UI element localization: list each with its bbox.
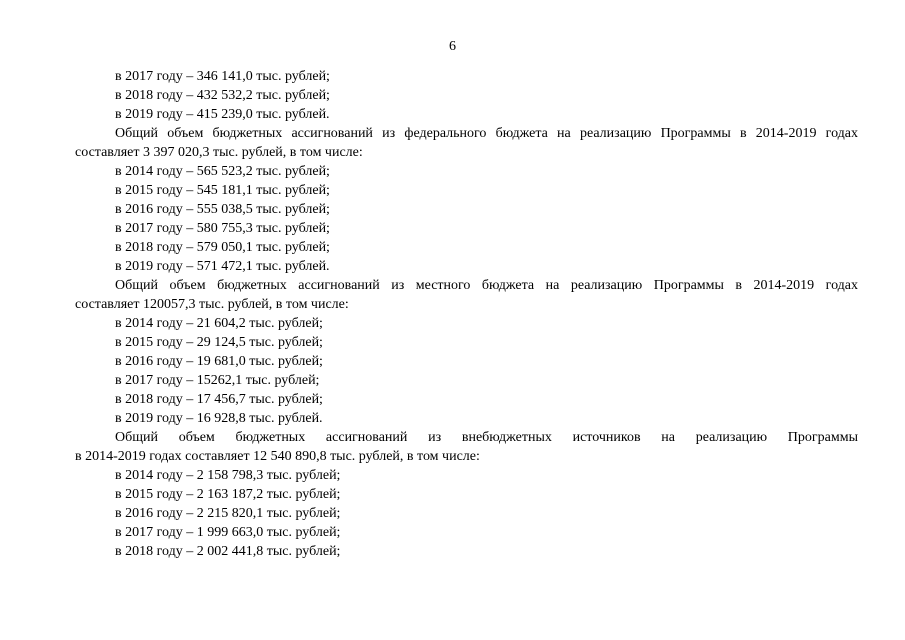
funding-list-previous — [75, 67, 858, 124]
federal-budget-paragraph — [75, 124, 858, 162]
list-item: в 2019 году – 415 239,0 тыс. рублей. — [115, 107, 330, 122]
paragraph-line: Общий объем бюджетных ассигнований из местного бюджета на реализацию Программы в 2014-2019 годах — [115, 278, 858, 293]
list-item: в 2019 году – 16 928,8 тыс. рублей. — [115, 411, 323, 426]
list-item: в 2017 году – 1 999 663,0 тыс. рублей; — [115, 525, 341, 540]
extrabudgetary-paragraph — [75, 428, 858, 466]
list-item: в 2016 году – 555 038,5 тыс. рублей; — [115, 202, 330, 217]
extrabudgetary-list — [75, 466, 858, 561]
paragraph-line: составляет 3 397 020,3 тыс. рублей, в том числе: — [75, 145, 363, 160]
list-item: в 2016 году – 19 681,0 тыс. рублей; — [115, 354, 323, 369]
list-item: в 2018 году – 432 532,2 тыс. рублей; — [115, 88, 330, 103]
paragraph-line: в 2014-2019 годах составляет 12 540 890,8 тыс. рублей, в том числе: — [75, 449, 480, 464]
list-item: в 2019 году – 571 472,1 тыс. рублей. — [115, 259, 330, 274]
list-item: в 2015 году – 29 124,5 тыс. рублей; — [115, 335, 323, 350]
paragraph-line: Общий объем бюджетных ассигнований из внебюджетных источников на реализацию Программы — [115, 430, 858, 445]
list-item: в 2017 году – 15262,1 тыс. рублей; — [115, 373, 320, 388]
list-item: в 2018 году – 2 002 441,8 тыс. рублей; — [115, 544, 341, 559]
list-item: в 2017 году – 346 141,0 тыс. рублей; — [115, 69, 330, 84]
paragraph-line: составляет 120057,3 тыс. рублей, в том числе: — [75, 297, 349, 312]
list-item: в 2014 году – 21 604,2 тыс. рублей; — [115, 316, 323, 331]
list-item: в 2014 году – 565 523,2 тыс. рублей; — [115, 164, 330, 179]
list-item: в 2016 году – 2 215 820,1 тыс. рублей; — [115, 506, 341, 521]
document-body — [75, 67, 858, 561]
list-item: в 2015 году – 2 163 187,2 тыс. рублей; — [115, 487, 341, 502]
list-item: в 2017 году – 580 755,3 тыс. рублей; — [115, 221, 330, 236]
list-item: в 2014 году – 2 158 798,3 тыс. рублей; — [115, 468, 341, 483]
page-number: 6 — [449, 39, 456, 54]
paragraph-line: Общий объем бюджетных ассигнований из федерального бюджета на реализацию Программы в 2014-2019 годах — [115, 126, 858, 141]
list-item: в 2018 году – 579 050,1 тыс. рублей; — [115, 240, 330, 255]
federal-budget-list — [75, 162, 858, 276]
list-item: в 2015 году – 545 181,1 тыс. рублей; — [115, 183, 330, 198]
local-budget-list — [75, 314, 858, 428]
list-item: в 2018 году – 17 456,7 тыс. рублей; — [115, 392, 323, 407]
local-budget-paragraph — [75, 276, 858, 314]
